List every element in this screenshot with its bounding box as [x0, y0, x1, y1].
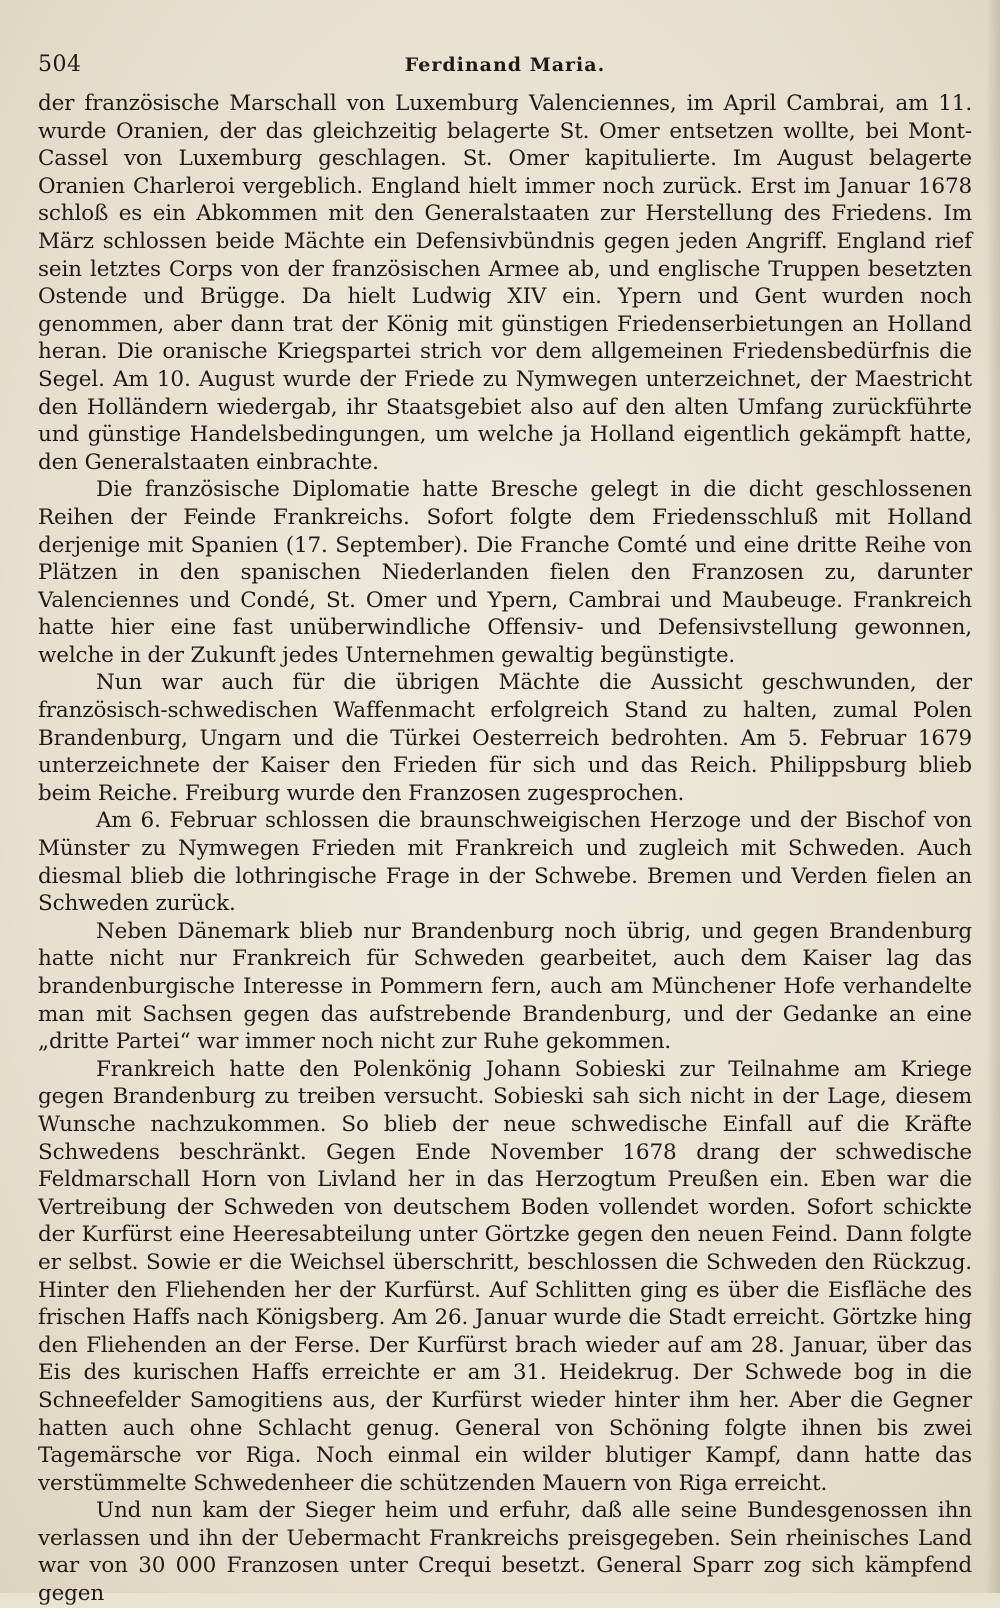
paragraph-4: Am 6. Februar schlossen die braunschweigischen Herzoge und der Bischof von Münster zu Nymwegen Frieden mit Frankreich und zugleich mit Schweden. Auch diesmal blieb die lothringische Frage in der Schwebe. Bremen und Verden fielen an Schweden zurück.	[38, 808, 972, 917]
body-text	[38, 90, 972, 1608]
paragraph-2: Die französische Diplomatie hatte Bresche gelegt in die dicht geschlossenen Reihen der Feinde Frankreichs. Sofort folgte dem Friedensschluß mit Holland derjenige mit Spanien (17. September). Die Franche Comté und eine dritte Reihe von Plätzen in den spanischen Niederlanden fielen den Franzosen zu, darunter Valenciennes und Condé, St. Omer und Ypern, Cambrai und Maubeuge. Frankreich hatte hier eine fast unüberwindliche Offensiv- und Defensivstellung gewonnen, welche in der Zukunft jedes Unternehmen gewaltig begünstigte.	[38, 477, 972, 668]
paragraph-6: Frankreich hatte den Polenkönig Johann Sobieski zur Teilnahme am Kriege gegen Brandenburg zu treiben versucht. Sobieski sah sich nicht in der Lage, diesem Wunsche nachzukommen. So blieb der neue schwedische Einfall auf die Kräfte Schwedens beschränkt. Gegen Ende November 1678 drang der schwedische Feldmarschall Horn von Livland her in das Herzogtum Preußen ein. Eben war die Vertreibung der Schweden von deutschem Boden vollendet worden. Sofort schickte der Kurfürst eine Heeresabteilung unter Görtzke gegen den neuen Feind. Dann folgte er selbst. Sowie er die Weichsel überschritt, beschlossen die Schweden den Rückzug. Hinter den Fliehenden her der Kurfürst. Auf Schlitten ging es über die Eisfläche des frischen Haffs nach Königsberg. Am 26. Januar wurde die Stadt erreicht. Görtzke hing den Fliehenden an der Ferse. Der Kurfürst brach wieder auf am 28. Januar, über das Eis des kurischen Haffs erreichte er am 31. Heidekrug. Der Schwede bog in die Schneefelder Samogitiens aus, der Kurfürst wieder hinter ihm her. Aber die Gegner hatten auch ohne Schlacht genug. General von Schöning folgte ihnen bis zwei Tagemärsche vor Riga. Noch einmal ein wilder blutiger Kampf, dann hatte das verstümmelte Schwedenheer die schützenden Mauern von Riga erreicht.	[38, 1056, 972, 1496]
paragraph-1: der französische Marschall von Luxemburg Valenciennes, im April Cambrai, am 11. wurde Oranien, der das gleichzeitig belagerte St. Omer entsetzen wollte, bei Mont-Cassel von Luxemburg geschlagen. St. Omer kapitulierte. Im August belagerte Oranien Charleroi vergeblich. England hielt immer noch zurück. Erst im Januar 1678 schloß es ein Abkommen mit den Generalstaaten zur Herstellung des Friedens. Im März schlossen beide Mächte ein Defensivbündnis gegen jeden Angriff. England rief sein letztes Corps von der französischen Armee ab, und englische Truppen besetzten Ostende und Brügge. Da hielt Ludwig XIV ein. Ypern und Gent wurden noch genommen, aber dann trat der König mit günstigen Friedenserbietungen an Holland heran. Die oranische Kriegspartei strich vor dem allgemeinen Friedensbedürfnis die Segel. Am 10. August wurde der Friede zu Nymwegen unterzeichnet, der Maestricht den Holländern wiedergab, ihr Staatsgebiet also auf den alten Umfang zurückführte und günstige Handelsbedingungen, um welche ja Holland eigentlich gekämpft hatte, den Generalstaaten einbrachte.	[38, 91, 972, 475]
paragraph-5: Neben Dänemark blieb nur Brandenburg noch übrig, und gegen Brandenburg hatte nicht nur Frankreich für Schweden gearbeitet, auch dem Kaiser lag das brandenburgische Interesse in Pommern fern, auch am Münchener Hofe verhandelte man mit Sachsen gegen das aufstrebende Brandenburg, und der Gedanke an eine „dritte Partei“ war immer noch nicht zur Ruhe gekommen.	[38, 918, 972, 1055]
page-number: 504	[38, 52, 82, 77]
paragraph-7: Und nun kam der Sieger heim und erfuhr, daß alle seine Bundesgenossen ihn verlassen und ihn der Uebermacht Frankreichs preisgegeben. Sein rheinisches Land war von 30 000 Franzosen unter Crequi besetzt. General Sparr zog sich kämpfend gegen	[38, 1498, 972, 1607]
running-title: Ferdinand Maria.	[404, 54, 606, 76]
paragraph-3: Nun war auch für die übrigen Mächte die Aussicht geschwunden, der französisch-schwedischen Waffenmacht erfolgreich Stand zu halten, zumal Polen Brandenburg, Ungarn und die Türkei Oesterreich bedrohten. Am 5. Februar 1679 unterzeichnete der Kaiser den Frieden für sich und das Reich. Philippsburg blieb beim Reiche. Freiburg wurde den Franzosen zugesprochen.	[38, 670, 972, 806]
running-head	[38, 40, 972, 90]
